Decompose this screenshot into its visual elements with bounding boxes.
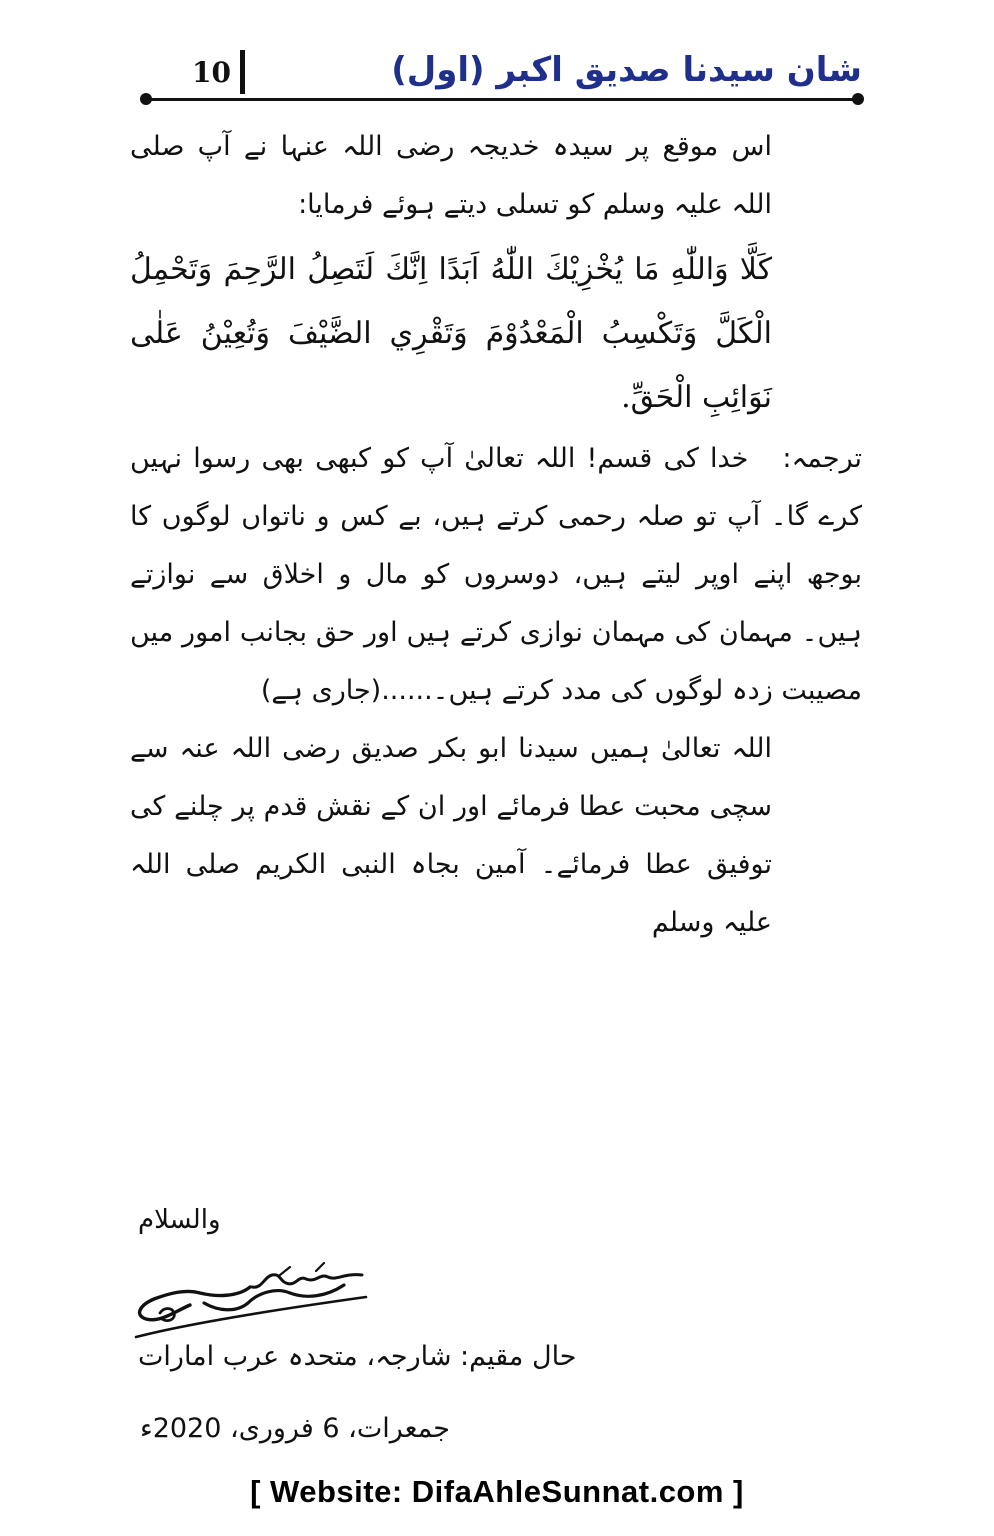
rule-end-dot-left bbox=[140, 93, 152, 105]
translation-paragraph bbox=[130, 430, 862, 720]
page-number: 10 bbox=[192, 56, 231, 89]
dua-paragraph: اللہ تعالیٰ ہمیں سیدنا ابو بکر صدیق رضی اللہ عنہ سے سچی محبت عطا فرمائے اور ان کے نقش قدم پر چلنے کی توفیق عطا فرمائے۔ آمین بجاہ النبی الکریم صلی اللہ علیہ وسلم bbox=[130, 733, 772, 938]
website-footer: [ Website: DifaAhleSunnat.com ] bbox=[250, 1474, 744, 1509]
book-title: شان سیدنا صدیق اکبر (اول) bbox=[391, 50, 862, 90]
handwritten-signature bbox=[130, 1253, 380, 1343]
arabic-quote: كَلَّا وَاللّٰهِ مَا يُخْزِيْكَ اللّٰهُ اَبَدًا اِنَّكَ لَتَصِلُ الرَّحِمَ وَتَحْمِلُ الْكَلَّ وَتَكْسِبُ الْمَعْدُوْمَ وَتَقْرِي الضَّيْفَ وَتُعِيْنُ عَلٰى نَوَائِبِ الْحَقِّ. bbox=[130, 252, 772, 415]
closing-block bbox=[130, 1205, 577, 1465]
residence-text: حال مقیم: شارجہ، متحدہ عرب امارات bbox=[138, 1341, 577, 1372]
translation-label: ترجمہ: bbox=[782, 443, 862, 474]
rule-end-dot-right bbox=[852, 93, 864, 105]
page-body bbox=[130, 118, 862, 952]
header-rule bbox=[144, 98, 860, 101]
page-number-separator bbox=[240, 50, 245, 94]
date-text: جمعرات، 6 فروری، 2020ء bbox=[140, 1413, 450, 1444]
salam-text: والسلام bbox=[138, 1205, 221, 1235]
translation-text: خدا کی قسم! اللہ تعالیٰ آپ کو کبھی بھی رسوا نہیں کرے گا۔ آپ تو صلہ رحمی کرتے ہیں، بے کس و ناتواں لوگوں کا بوجھ اپنے اوپر لیتے ہیں، دوسروں کو مال و اخلاق سے نوازتے ہیں۔ مہمان کی مہمان نوازی کرتے ہیں اور حق بجانب امور میں مصیبت زدہ لوگوں کی مدد کرتے ہیں۔......(جاری ہے) bbox=[130, 443, 862, 706]
intro-paragraph: اس موقع پر سیدہ خدیجہ رضی اللہ عنہا نے آپ صلی اللہ علیہ وسلم کو تسلی دیتے ہوئے فرمایا: bbox=[130, 131, 772, 220]
